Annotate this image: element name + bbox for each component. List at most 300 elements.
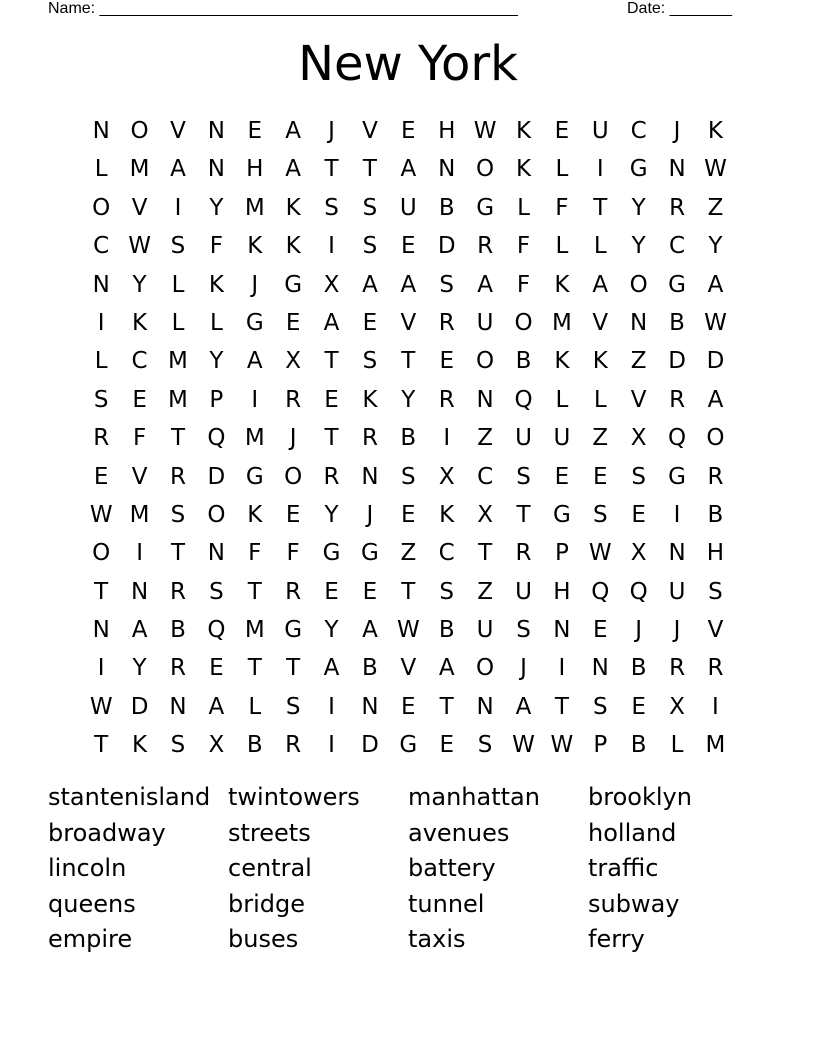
grid-cell[interactable]: D — [130, 693, 149, 720]
grid-cell[interactable]: T — [324, 348, 339, 375]
grid-cell[interactable]: B — [515, 348, 532, 375]
grid-cell[interactable]: L — [555, 386, 569, 413]
grid-cell[interactable]: S — [439, 578, 455, 605]
grid-cell[interactable]: T — [401, 348, 416, 375]
grid-cell[interactable]: X — [285, 348, 302, 375]
grid-cell[interactable]: Y — [132, 271, 147, 298]
grid-cell[interactable]: M — [168, 348, 188, 375]
grid-cell[interactable]: U — [591, 118, 609, 144]
grid-cell[interactable]: T — [324, 425, 339, 452]
grid-cell[interactable]: Z — [630, 348, 647, 375]
grid-cell[interactable]: B — [400, 425, 417, 452]
grid-cell[interactable]: X — [477, 501, 493, 528]
grid-row — [82, 229, 735, 267]
grid-cell[interactable]: W — [89, 693, 113, 720]
grid-cell[interactable]: L — [593, 233, 607, 260]
grid-cell[interactable]: R — [169, 463, 186, 490]
grid-cell[interactable]: X — [208, 732, 225, 759]
grid-cell[interactable]: G — [629, 156, 648, 183]
grid-cell[interactable]: K — [554, 271, 570, 298]
grid-cell[interactable]: E — [247, 118, 263, 144]
grid-cell[interactable]: O — [476, 348, 495, 375]
grid-cell[interactable]: S — [516, 463, 531, 490]
grid-cell[interactable]: E — [401, 118, 416, 144]
grid-cell[interactable]: T — [94, 578, 109, 605]
grid-cell[interactable]: V — [131, 194, 148, 221]
grid-cell[interactable]: F — [516, 271, 531, 298]
grid-cell[interactable]: A — [400, 271, 417, 298]
grid-cell[interactable]: L — [555, 233, 569, 260]
grid-cell[interactable]: K — [515, 156, 532, 183]
grid-cell[interactable]: N — [130, 578, 149, 605]
word-list-item: brooklyn — [588, 783, 692, 811]
grid-cell[interactable]: B — [630, 732, 647, 759]
grid-cell[interactable]: L — [555, 156, 569, 183]
grid-cell[interactable]: V — [131, 463, 148, 490]
grid-cell[interactable]: A — [323, 309, 340, 336]
grid-cell[interactable]: W — [550, 732, 574, 759]
grid-cell[interactable]: O — [706, 425, 725, 452]
grid-cell[interactable]: U — [399, 194, 417, 221]
grid-cell[interactable]: X — [630, 425, 647, 452]
grid-cell[interactable]: I — [136, 540, 143, 567]
grid-cell[interactable]: J — [520, 655, 527, 682]
grid-cell[interactable]: R — [438, 309, 455, 336]
grid-cell[interactable]: Y — [401, 386, 416, 413]
grid-cell[interactable]: B — [362, 655, 378, 682]
grid-cell[interactable]: M — [244, 425, 265, 452]
grid-cell[interactable]: M — [705, 732, 726, 759]
grid-cell[interactable]: P — [593, 732, 608, 759]
grid-cell[interactable]: M — [129, 501, 150, 528]
grid-cell[interactable]: J — [366, 501, 374, 528]
grid-cell[interactable]: L — [94, 348, 108, 375]
grid-cell[interactable]: D — [207, 463, 226, 490]
grid-cell[interactable]: G — [361, 540, 379, 567]
grid-cell[interactable]: S — [209, 578, 224, 605]
grid-cell[interactable]: W — [128, 233, 151, 260]
header-line — [48, 0, 748, 20]
name-label: Name: — [48, 0, 100, 17]
grid-cell[interactable]: N — [92, 617, 110, 644]
grid-cell[interactable]: E — [209, 655, 224, 682]
grid-cell[interactable]: N — [361, 693, 379, 720]
grid-cell[interactable]: O — [92, 540, 111, 567]
grid-cell[interactable]: I — [97, 309, 105, 336]
grid-cell[interactable]: Y — [324, 617, 339, 644]
grid-cell[interactable]: N — [169, 693, 187, 720]
grid-cell[interactable]: K — [285, 233, 301, 260]
grid-cell[interactable]: J — [289, 425, 297, 452]
grid-cell[interactable]: N — [476, 386, 494, 413]
grid-cell[interactable]: N — [207, 540, 225, 567]
grid-cell[interactable]: Q — [629, 578, 648, 605]
grid-cell[interactable]: X — [630, 540, 647, 567]
grid-cell[interactable]: E — [324, 386, 339, 413]
grid-cell[interactable]: T — [401, 578, 416, 605]
grid-cell[interactable]: R — [361, 425, 378, 452]
grid-cell[interactable]: I — [328, 233, 335, 260]
grid-cell[interactable]: O — [514, 309, 533, 336]
grid-cell[interactable]: Q — [207, 425, 226, 452]
grid-cell[interactable]: X — [669, 693, 685, 720]
grid-cell[interactable]: H — [706, 540, 725, 567]
grid-cell[interactable]: Z — [477, 425, 493, 452]
grid-cell[interactable]: A — [285, 118, 302, 144]
name-field[interactable] — [48, 0, 518, 18]
grid-cell[interactable]: S — [592, 501, 608, 528]
grid-cell[interactable]: A — [208, 693, 225, 720]
grid-cell[interactable]: R — [477, 233, 494, 260]
grid-cell[interactable]: N — [591, 655, 609, 682]
grid-cell[interactable]: E — [285, 309, 301, 336]
grid-cell[interactable]: T — [324, 156, 339, 183]
grid-cell[interactable]: G — [668, 271, 686, 298]
grid-cell[interactable]: S — [170, 732, 186, 759]
grid-row — [82, 536, 735, 574]
grid-cell[interactable]: K — [285, 194, 301, 221]
grid-cell[interactable]: O — [476, 156, 495, 183]
grid-cell[interactable]: E — [285, 501, 301, 528]
grid-cell[interactable]: O — [476, 655, 495, 682]
letter-grid — [82, 114, 735, 767]
grid-cell[interactable]: D — [437, 233, 456, 260]
grid-cell[interactable]: T — [170, 540, 185, 567]
grid-cell[interactable]: F — [132, 425, 147, 452]
grid-cell[interactable]: W — [704, 156, 727, 183]
grid-cell[interactable]: I — [174, 194, 182, 221]
grid-cell[interactable]: E — [631, 501, 646, 528]
grid-cell[interactable]: L — [209, 309, 223, 336]
grid-cell[interactable]: P — [209, 386, 224, 413]
grid-cell[interactable]: G — [322, 540, 341, 567]
grid-cell[interactable]: Y — [631, 233, 646, 260]
grid-cell[interactable]: C — [93, 233, 110, 260]
grid-cell[interactable]: I — [251, 386, 259, 413]
grid-cell[interactable]: V — [170, 118, 186, 144]
grid-cell[interactable]: V — [400, 655, 417, 682]
grid-cell[interactable]: S — [708, 578, 723, 605]
grid-cell[interactable]: C — [477, 463, 494, 490]
grid-cell[interactable]: S — [285, 693, 301, 720]
grid-cell[interactable]: S — [592, 693, 608, 720]
grid-cell[interactable]: R — [285, 732, 302, 759]
grid-cell[interactable]: T — [593, 194, 608, 221]
grid-cell[interactable]: F — [516, 233, 531, 260]
grid-cell[interactable]: U — [476, 617, 494, 644]
grid-cell[interactable]: I — [97, 655, 105, 682]
grid-cell[interactable]: J — [635, 617, 643, 644]
grid-cell[interactable]: R — [669, 194, 686, 221]
grid-cell[interactable]: I — [328, 693, 335, 720]
grid-cell[interactable]: G — [476, 194, 495, 221]
grid-cell[interactable]: K — [707, 118, 723, 144]
grid-cell[interactable]: F — [555, 194, 569, 221]
grid-cell[interactable]: E — [554, 463, 570, 490]
grid-cell[interactable]: A — [362, 617, 378, 644]
grid-cell[interactable]: E — [554, 118, 570, 144]
grid-cell[interactable]: Y — [324, 501, 339, 528]
grid-cell[interactable]: R — [169, 655, 186, 682]
grid-cell[interactable]: S — [516, 617, 531, 644]
grid-cell[interactable]: K — [592, 348, 608, 375]
grid-cell[interactable]: E — [93, 463, 109, 490]
grid-cell[interactable]: D — [361, 732, 379, 759]
grid-cell[interactable]: A — [707, 271, 724, 298]
grid-cell[interactable]: A — [170, 156, 186, 183]
grid-cell[interactable]: R — [285, 578, 302, 605]
grid-cell[interactable]: T — [478, 540, 493, 567]
grid-cell[interactable]: L — [517, 194, 530, 221]
grid-cell[interactable]: C — [131, 348, 148, 375]
grid-cell[interactable]: E — [324, 578, 339, 605]
grid-cell[interactable]: S — [362, 194, 378, 221]
grid-cell[interactable]: F — [286, 540, 300, 567]
grid-cell[interactable]: N — [361, 463, 379, 490]
grid-cell[interactable]: W — [473, 118, 497, 144]
grid-cell[interactable]: K — [554, 348, 570, 375]
grid-cell[interactable]: F — [209, 233, 223, 260]
grid-cell[interactable]: K — [132, 309, 148, 336]
grid-cell[interactable]: W — [588, 540, 612, 567]
grid-cell[interactable]: H — [246, 156, 264, 183]
grid-cell[interactable]: N — [668, 540, 686, 567]
grid-cell[interactable]: E — [593, 463, 608, 490]
grid-cell[interactable]: S — [170, 501, 186, 528]
grid-cell[interactable]: A — [131, 617, 148, 644]
grid-cell[interactable]: I — [673, 501, 681, 528]
grid-cell[interactable]: R — [169, 578, 186, 605]
grid-cell[interactable]: G — [245, 309, 264, 336]
grid-cell[interactable]: Y — [209, 348, 224, 375]
grid-cell[interactable]: U — [553, 425, 571, 452]
grid-cell[interactable]: T — [439, 693, 454, 720]
grid-cell[interactable]: Q — [668, 425, 687, 452]
grid-cell[interactable]: A — [592, 271, 609, 298]
grid-cell[interactable]: E — [439, 732, 454, 759]
grid-cell[interactable]: V — [400, 309, 417, 336]
grid-cell[interactable]: G — [552, 501, 571, 528]
grid-cell[interactable]: W — [89, 501, 113, 528]
grid-cell[interactable]: I — [443, 425, 451, 452]
grid-cell[interactable]: I — [712, 693, 719, 720]
grid-cell[interactable]: W — [704, 309, 727, 336]
grid-cell[interactable]: L — [248, 693, 262, 720]
grid-cell[interactable]: S — [324, 194, 339, 221]
grid-cell[interactable]: S — [477, 732, 493, 759]
grid-cell[interactable]: H — [438, 118, 456, 144]
grid-cell[interactable]: A — [285, 156, 302, 183]
grid-cell[interactable]: Z — [707, 194, 724, 221]
grid-cell[interactable]: Q — [514, 386, 533, 413]
grid-cell[interactable]: O — [92, 194, 111, 221]
grid-cell[interactable]: E — [593, 617, 608, 644]
grid-cell[interactable]: R — [438, 386, 455, 413]
grid-cell[interactable]: Y — [708, 233, 723, 260]
grid-cell[interactable]: L — [670, 732, 684, 759]
grid-cell[interactable]: R — [323, 463, 340, 490]
grid-cell[interactable]: R — [707, 463, 724, 490]
grid-cell[interactable]: B — [438, 617, 455, 644]
grid-cell[interactable]: E — [439, 348, 454, 375]
grid-cell[interactable]: K — [362, 386, 378, 413]
grid-cell[interactable]: D — [668, 348, 686, 375]
grid-cell[interactable]: R — [285, 386, 302, 413]
grid-cell[interactable]: X — [438, 463, 455, 490]
grid-cell[interactable]: Z — [477, 578, 493, 605]
grid-row — [82, 268, 735, 306]
grid-cell[interactable]: G — [668, 463, 686, 490]
grid-cell[interactable]: E — [132, 386, 147, 413]
grid-cell[interactable]: T — [247, 655, 262, 682]
grid-cell[interactable]: Z — [592, 425, 609, 452]
grid-cell[interactable]: W — [512, 732, 535, 759]
grid-cell[interactable]: B — [438, 194, 455, 221]
grid-cell[interactable]: E — [401, 693, 416, 720]
word-list-item: ferry — [588, 925, 645, 954]
grid-cell[interactable]: B — [707, 501, 724, 528]
grid-cell[interactable]: R — [93, 425, 110, 452]
grid-cell[interactable]: R — [515, 540, 532, 567]
grid-cell[interactable]: E — [362, 578, 378, 605]
grid-cell[interactable]: E — [401, 501, 416, 528]
grid-cell[interactable]: V — [362, 118, 378, 144]
grid-cell[interactable]: A — [707, 386, 724, 413]
grid-cell[interactable]: T — [94, 732, 109, 759]
grid-cell[interactable]: T — [554, 693, 569, 720]
grid-cell[interactable]: U — [476, 309, 494, 336]
grid-cell[interactable]: G — [245, 463, 264, 490]
grid-cell[interactable]: J — [328, 118, 335, 144]
grid-cell[interactable]: J — [673, 118, 681, 144]
grid-cell[interactable]: M — [551, 309, 572, 336]
grid-cell[interactable]: T — [516, 501, 531, 528]
grid-cell[interactable]: N — [668, 156, 686, 183]
grid-cell[interactable]: A — [362, 271, 378, 298]
grid-cell[interactable]: R — [707, 655, 724, 682]
grid-cell[interactable]: S — [170, 233, 186, 260]
grid-cell[interactable]: O — [207, 501, 226, 528]
grid-cell[interactable]: M — [129, 156, 150, 183]
grid-cell[interactable]: G — [284, 271, 303, 298]
grid-cell[interactable]: I — [328, 732, 335, 759]
grid-cell[interactable]: R — [669, 655, 686, 682]
grid-cell[interactable]: W — [396, 617, 420, 644]
grid-cell[interactable]: S — [362, 348, 378, 375]
grid-cell[interactable]: A — [400, 156, 417, 183]
grid-cell[interactable]: Y — [132, 655, 147, 682]
grid-cell[interactable]: T — [286, 655, 301, 682]
grid-cell[interactable]: E — [362, 309, 378, 336]
grid-cell[interactable]: N — [630, 309, 648, 336]
grid-row — [82, 344, 735, 382]
grid-cell[interactable]: I — [558, 655, 566, 682]
grid-cell[interactable]: Q — [591, 578, 610, 605]
grid-cell[interactable]: S — [631, 463, 646, 490]
grid-cell[interactable]: T — [362, 156, 377, 183]
grid-cell[interactable]: P — [554, 540, 569, 567]
grid-cell[interactable]: H — [553, 578, 571, 605]
grid-cell[interactable]: L — [94, 156, 108, 183]
date-field[interactable] — [627, 0, 732, 18]
grid-cell[interactable]: F — [248, 540, 262, 567]
grid-cell[interactable]: S — [93, 386, 109, 413]
grid-cell[interactable]: S — [439, 271, 455, 298]
grid-cell[interactable]: K — [515, 118, 532, 144]
grid-cell[interactable]: T — [247, 578, 262, 605]
grid-cell[interactable]: N — [438, 156, 456, 183]
grid-cell[interactable]: N — [476, 693, 494, 720]
grid-cell[interactable]: U — [515, 425, 532, 452]
grid-cell[interactable]: B — [170, 617, 186, 644]
grid-cell[interactable]: M — [244, 617, 265, 644]
grid-cell[interactable]: S — [401, 463, 416, 490]
grid-cell[interactable]: K — [208, 271, 224, 298]
grid-cell[interactable]: N — [92, 271, 110, 298]
grid-cell[interactable]: O — [284, 463, 303, 490]
grid-cell[interactable]: J — [673, 617, 681, 644]
grid-cell[interactable]: T — [170, 425, 185, 452]
grid-cell[interactable]: S — [362, 233, 378, 260]
grid-cell[interactable]: A — [477, 271, 493, 298]
grid-cell[interactable]: N — [207, 118, 225, 144]
grid-cell[interactable]: X — [323, 271, 340, 298]
grid-cell[interactable]: A — [246, 348, 263, 375]
grid-cell[interactable]: K — [439, 501, 455, 528]
grid-cell[interactable]: Y — [631, 194, 646, 221]
grid-cell[interactable]: M — [168, 386, 188, 413]
grid-cell[interactable]: O — [629, 271, 648, 298]
grid-cell[interactable]: N — [92, 118, 110, 144]
grid-cell[interactable]: U — [515, 578, 532, 605]
grid-cell[interactable]: K — [247, 233, 263, 260]
grid-cell[interactable]: C — [630, 118, 647, 144]
grid-cell[interactable]: R — [669, 386, 686, 413]
grid-cell[interactable]: K — [247, 501, 263, 528]
grid-cell[interactable]: E — [631, 693, 646, 720]
grid-cell[interactable]: K — [132, 732, 148, 759]
grid-cell[interactable]: B — [669, 309, 685, 336]
grid-cell[interactable]: L — [171, 271, 185, 298]
grid-cell[interactable]: C — [438, 540, 455, 567]
grid-cell[interactable]: M — [244, 194, 265, 221]
grid-cell[interactable]: V — [707, 617, 724, 644]
grid-cell[interactable]: C — [669, 233, 686, 260]
grid-cell[interactable]: E — [401, 233, 416, 260]
grid-cell[interactable]: L — [171, 309, 185, 336]
grid-cell[interactable]: B — [630, 655, 647, 682]
grid-cell[interactable]: Y — [209, 194, 224, 221]
grid-cell[interactable]: G — [399, 732, 418, 759]
grid-cell[interactable]: J — [251, 271, 259, 298]
grid-cell[interactable]: L — [593, 386, 607, 413]
grid-cell[interactable]: O — [130, 118, 149, 144]
grid-cell[interactable]: I — [596, 156, 604, 183]
grid-cell[interactable]: D — [706, 348, 725, 375]
grid-cell[interactable]: G — [284, 617, 303, 644]
grid-cell[interactable]: A — [323, 655, 340, 682]
grid-cell[interactable]: N — [207, 156, 225, 183]
grid-cell[interactable]: N — [553, 617, 571, 644]
grid-cell[interactable]: A — [515, 693, 532, 720]
grid-cell[interactable]: V — [630, 386, 647, 413]
grid-cell[interactable]: U — [668, 578, 686, 605]
grid-cell[interactable]: V — [592, 309, 609, 336]
grid-cell[interactable]: B — [246, 732, 263, 759]
grid-cell[interactable]: Q — [207, 617, 226, 644]
grid-cell[interactable]: A — [438, 655, 455, 682]
grid-cell[interactable]: Z — [400, 540, 417, 567]
